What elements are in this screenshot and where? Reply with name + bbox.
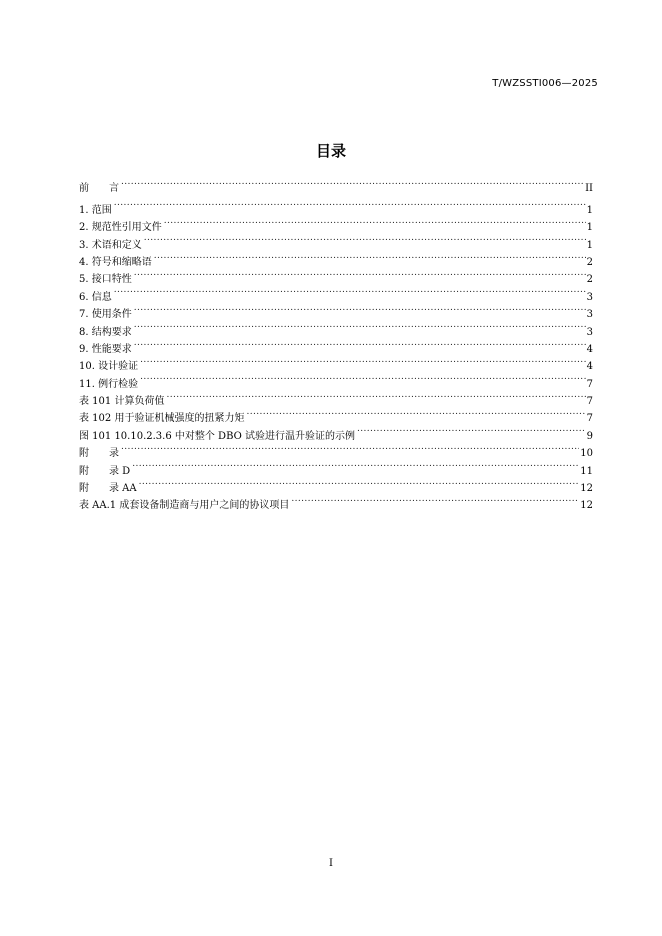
toc-entry-page: 1 <box>586 222 593 234</box>
toc-entry-annex[interactable] <box>79 439 593 460</box>
toc-dot-leader <box>164 213 586 230</box>
toc-entry-service-conditions[interactable] <box>79 300 593 321</box>
toc-entry-page: 7 <box>586 396 593 408</box>
toc-entry-page: 12 <box>580 483 593 495</box>
toc-entry-label: 附 录 D <box>79 465 131 477</box>
toc-entry-page: 2 <box>586 274 593 286</box>
toc-entry-label: 10. 设计验证 <box>79 361 139 373</box>
toc-entry-label: 4. 符号和缩略语 <box>79 256 152 268</box>
table-of-contents <box>79 174 593 512</box>
toc-entry-page: II <box>585 183 593 195</box>
toc-entry-annex-d[interactable] <box>79 456 593 477</box>
toc-entry-page: 4 <box>586 361 593 373</box>
toc-dot-leader <box>144 230 586 247</box>
toc-dot-leader <box>134 317 586 334</box>
toc-entry-label: 附 录 <box>79 448 119 460</box>
toc-dot-leader <box>246 404 585 421</box>
toc-entry-table-101[interactable] <box>79 387 593 408</box>
toc-entry-page: 2 <box>586 256 593 268</box>
toc-entry-page: 9 <box>586 430 593 442</box>
toc-dot-leader <box>134 300 586 317</box>
toc-dot-leader <box>132 456 579 473</box>
page-title: 目录 <box>315 142 346 160</box>
toc-entry-information[interactable] <box>79 282 593 303</box>
toc-entry-label: 5. 接口特性 <box>79 274 132 286</box>
toc-entry-label: 11. 例行检验 <box>79 378 139 390</box>
toc-entry-label: 6. 信息 <box>79 291 112 303</box>
toc-entry-table-aa1[interactable] <box>79 491 593 512</box>
page-number: I <box>329 858 333 869</box>
toc-dot-leader <box>121 439 579 456</box>
toc-dot-leader <box>291 491 579 508</box>
toc-entry-page: 1 <box>586 204 593 216</box>
toc-entry-label: 2. 规范性引用文件 <box>79 222 162 234</box>
toc-entry-design-verification[interactable] <box>79 352 593 373</box>
toc-entry-page: 3 <box>586 291 593 303</box>
toc-dot-leader <box>134 265 586 282</box>
toc-entry-label: 1. 范围 <box>79 204 112 216</box>
toc-entry-label: 8. 结构要求 <box>79 326 132 338</box>
toc-dot-leader <box>114 282 586 299</box>
toc-entry-page: 7 <box>586 378 593 390</box>
document-number: T/WZSSTI006—2025 <box>492 78 598 89</box>
toc-entry-page: 3 <box>586 309 593 321</box>
toc-entry-interface[interactable] <box>79 265 593 286</box>
toc-entry-label: 7. 使用条件 <box>79 309 132 321</box>
toc-entry-label: 表 102 用于验证机械强度的扭紧力矩 <box>79 413 245 425</box>
toc-dot-leader <box>166 387 585 404</box>
toc-entry-normative-references[interactable] <box>79 213 593 234</box>
toc-entry-performance[interactable] <box>79 335 593 355</box>
toc-dot-leader <box>140 369 586 386</box>
toc-entry-label: 前 言 <box>79 183 119 195</box>
toc-entry-scope[interactable] <box>79 195 593 216</box>
toc-entry-page: 10 <box>580 448 593 460</box>
toc-entry-label: 表 101 计算负荷值 <box>79 396 165 408</box>
toc-entry-symbols[interactable] <box>79 248 593 268</box>
toc-entry-label: 3. 术语和定义 <box>79 239 142 251</box>
toc-entry-label: 表 AA.1 成套设备制造商与用户之间的协议项目 <box>79 500 290 512</box>
toc-dot-leader <box>121 174 584 191</box>
toc-entry-page: 11 <box>580 465 593 477</box>
toc-entry-page: 4 <box>586 343 593 355</box>
toc-dot-leader <box>154 248 586 265</box>
toc-entry-page: 3 <box>586 326 593 338</box>
toc-entry-label: 附 录 AA <box>79 483 137 495</box>
toc-dot-leader <box>114 195 586 212</box>
toc-dot-leader <box>140 352 586 369</box>
toc-dot-leader <box>357 421 586 438</box>
toc-entry-construction[interactable] <box>79 317 593 338</box>
toc-entry-page: 12 <box>580 500 593 512</box>
toc-entry-page: 7 <box>586 413 593 425</box>
toc-entry-label: 9. 性能要求 <box>79 343 132 355</box>
toc-entry-annex-aa[interactable] <box>79 474 593 495</box>
toc-entry-label: 图 101 10.10.2.3.6 中对整个 DBO 试验进行温升验证的示例 <box>79 430 355 442</box>
toc-entry-foreword[interactable] <box>79 174 593 195</box>
toc-entry-page: 1 <box>586 239 593 251</box>
toc-dot-leader <box>134 335 586 352</box>
toc-entry-terms[interactable] <box>79 230 593 251</box>
toc-entry-routine-verification[interactable] <box>79 369 593 390</box>
toc-dot-leader <box>139 474 580 491</box>
